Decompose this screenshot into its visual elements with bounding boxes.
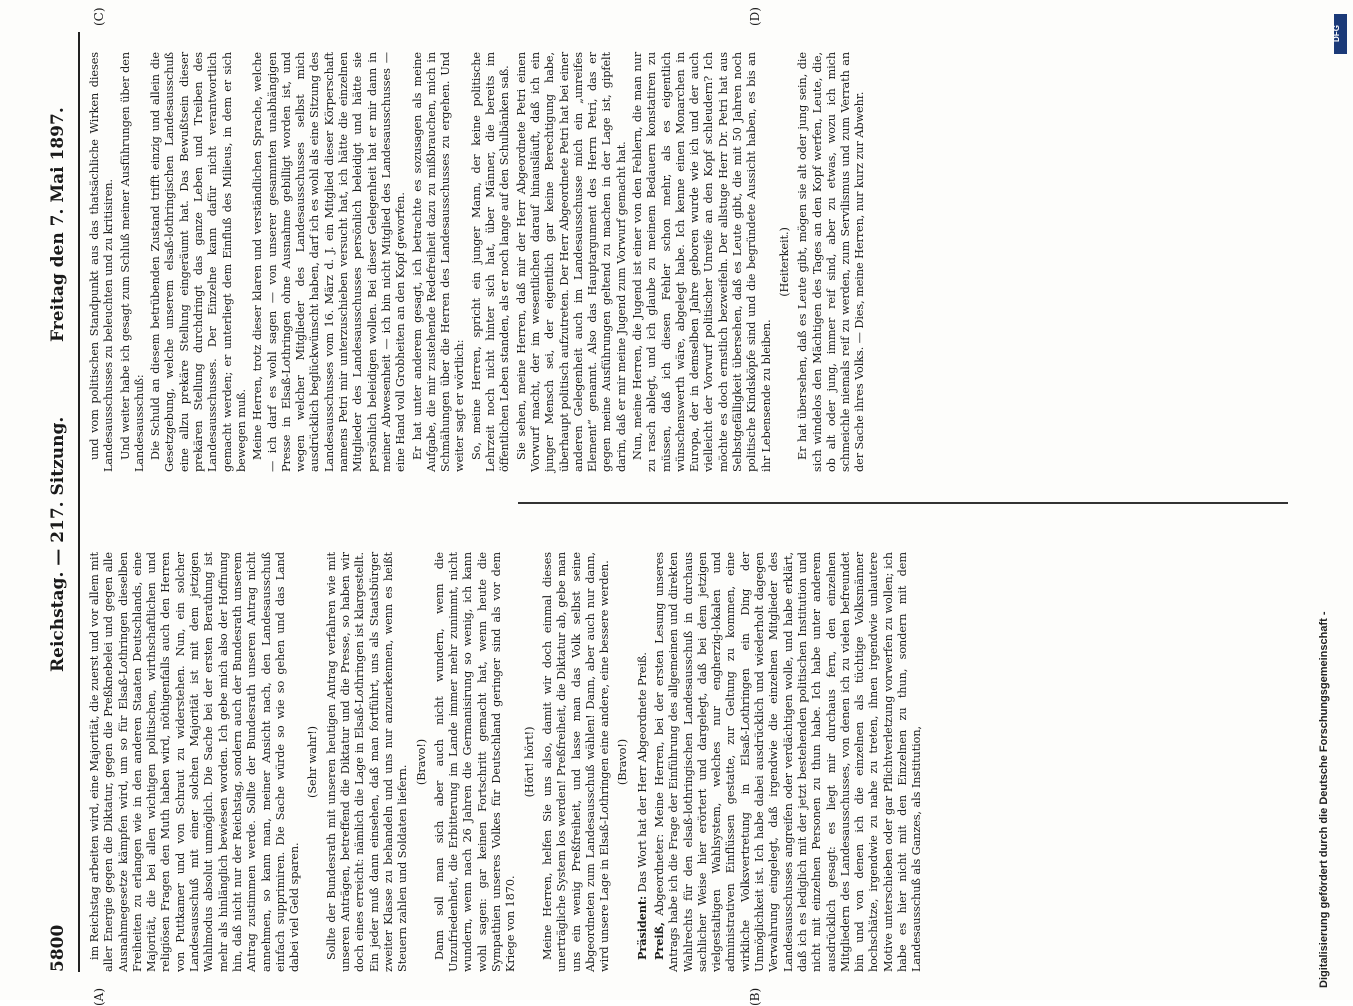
- credit-text: Digitalisierung gefördert durch die Deutsche Forschungsgemeinschaft -: [1318, 611, 1330, 988]
- margin-marker-d: (D): [748, 7, 762, 26]
- page-number: 5800: [48, 924, 68, 972]
- column-rule: [518, 503, 1288, 505]
- interjection: (Heiterkeit.): [777, 227, 791, 297]
- paragraph: Meine Herren, trotz dieser klaren und verständlichen Sprache, welche — ich darf es wohl sagen — von unserer gesammten unabhängigen Presse in Elsaß-Lothringen ohne Ausnahme gebilligt worden ist, und wegen welcher Mitglieder des Landesausschusses selbst mich ausdrücklich beglückwünscht haben, darf ich es wohl als eine Sitzung des Landesausschusses vom 16. März d. J. ein Mitglied dieser Körperschaft namens Petri mir unterzuschieben versucht hat, ich hätte die einzelnen Mitglieder des Landesausschusses persönlich beleidigt und hätte sie persönlich beleidigen wollen. Bei dieser Gelegenheit hat er mir dann in meiner Abwesenheit — ich bin nicht Mitglied des Landesausschusses — eine Hand voll Grobheiten an den Kopf geworfen.: [251, 52, 408, 472]
- dfg-logo: [1331, 14, 1347, 54]
- interjection: (Bravo!): [414, 738, 428, 786]
- paragraph: und vom politischen Standpunkt aus das thatsächliche Wirken dieses Landesausschusses zu beleuchten und zu kritisiren.: [88, 52, 116, 472]
- digitization-credit: [1318, 8, 1348, 992]
- paragraph: So, meine Herren, spricht ein junger Mann, der keine politische Lehrzeit noch nicht hinter sich hat, über Männer, die bereits im öffentlichen Leben standen, als er noch lange auf den Schulbänken saß.: [469, 52, 512, 472]
- speaker-name: Präsident:: [634, 895, 649, 960]
- header-rule: [78, 32, 80, 972]
- interjection: (Sehr wahr!): [306, 726, 320, 798]
- paragraph: Die Schuld an diesem betrübenden Zustand trifft einzig und allein die Gesetzgebung, welche unserem elsaß-lothringischen Landesausschuß eine allzu prekäre Stellung eingeräumt hat. Das Bewußtsein dieser prekären Stellung durchdringt das ganze Leben und Treiben des Landesausschusses. Der Einzelne kann dafür nicht verantwortlich gemacht werden; er unterliegt dem Einfluß des Milieus, in dem er sich bewegen muß.: [149, 52, 248, 472]
- paragraph: Sollte der Bundesrath mit unseren heutigen Antrag verfahren wie mit unseren Anträgen, betreffend die Diktatur und die Presse, so haben wir doch eines erreicht: nämlich die Lage in Elsaß-Lothringen ist klargestellt. Ein jeder muß dann einsehen, daß man fortführt, uns als Staatsbürger zweiter Klasse zu behandeln und uns nur anzuerkennen, wenn es heißt Steuern zahlen und Soldaten liefern.: [324, 552, 410, 972]
- right-column: [88, 52, 870, 472]
- page-date: Freitag den 7. Mai 1897.: [48, 107, 68, 342]
- speech-text: Das Wort hat der Herr Abgeordnete Preiß.: [635, 652, 649, 893]
- margin-marker-c: (C): [92, 7, 106, 26]
- paragraph: Nun, meine Herren, die Jugend ist einer von den Fehlern, die man nur zu rasch ablegt, und ich glaube zu meinem Bedauern konstatiren zu müssen, daß ich diesen Fehler schon mehr, als es eigentlich wünschenswerth wäre, abgelegt habe. Ich kenne einen Monarchen in Europa, der in demselben Jahre geboren wurde wie ich und der auch vielleicht der Vorwurf politischer Unreife an den Kopf schleudern? Ich möchte es doch ernstlich bezweifeln. Der allstuge Herr Dr. Petri hat aus Selbstgefälligkeit übersehen, daß es Leute gibt, die mit 50 Jahren noch politische Kindsköpfe sind und die begründete Aussicht haben, es bis an ihr Lebensende zu bleiben.: [630, 52, 773, 472]
- rotated-page: [48, 7, 1288, 1006]
- interjection: (Hört! hört!): [522, 726, 536, 798]
- interjection: (Bravo!): [616, 738, 630, 786]
- speaker-name: Preiß,: [651, 922, 666, 960]
- paragraph: Meine Herren, helfen Sie uns also, damit wir doch einmal dieses unerträgliche System los werden! Preßfreiheit, die Diktatur ab, gebe man uns ein wenig Preßfreiheit, und lasse man das Volk selbst seine Abgeordneten zum Landesausschuß wählen! Dann, aber auch nur dann, wird unsere Lage in Elsaß-Lothringen eine andere, eine bessere werden.: [540, 552, 612, 972]
- speaker-paragraph: [652, 552, 925, 972]
- paragraph: Er hat unter anderem gesagt, ich betrachte es sozusagen als meine Aufgabe, die mir zustehende Redefreiheit dazu zu mißbrauchen, mich in Schmähungen über die Herren des Landesausschusses zu ergehen. Und weiter sagt er wörtlich:: [410, 52, 467, 472]
- speaker-paragraph: [635, 552, 650, 972]
- paragraph: Er hat übersehen, daß es Leute gibt, mögen sie alt oder jung sein, die sich windelos den Mächtigen des Tages an den Kopf werfen, Leute, die, ob alt oder jung, immer reif sind, aber zu etwas, wozu ich mich schmeichle niemals reif zu werden, zum Servilismus und zum Verrath an der Sache ihres Volks. — Dies, meine Herren, nur kurz zur Abwehr.: [796, 52, 867, 472]
- page-header: [48, 32, 76, 972]
- logo-text: DFG: [1331, 25, 1341, 42]
- margin-marker-a: (A): [92, 987, 106, 1006]
- paragraph: Dann soll man sich aber auch nicht wundern, wenn die Unzufriedenheit, die Erbitterung im Lande immer mehr zunimmt, nicht wundern, wenn nach 26 Jahren die Germanisirung so wenig, ich kann wohl sagen: gar keinen Fortschritt gemacht hat, wenn heute die Sympathien unseres Volkes für Deutschland geringer sind als vor dem Kriege von 1870.: [432, 552, 518, 972]
- margin-marker-b: (B): [748, 987, 762, 1006]
- paragraph: Sie sehen, meine Herren, daß mir der Herr Abgeordnete Petri einen Vorwurf macht, der im wesentlichen darauf hinausläuft, daß ich ein junger Mensch sei, der eigentlich gar keine Berechtigung habe, überhaupt politisch aufzutreten. Der Herr Abgeordnete Petri hat bei einer anderen Gelegenheit auch im Landesausschusse mich ein „unreifes Element“ genannt. Also das Hauptargument des Herrn Petri, das er gegen meine Ausführungen geltend zu machen in der Lage ist, gipfelt darin, daß er mir meine Jugend zum Vorwurf gemacht hat.: [514, 52, 628, 472]
- paragraph: im Reichstag arbeiten wird, eine Majorität, die zuerst und vor allem mit aller Energie gegen die Diktatur, gegen die Preßknebelei und gegen alle Ausnahmegesetze kämpfen wird, um so für Elsaß-Lothringen dieselben Freiheiten zu erlangen wie in den anderen Staaten Deutschlands, eine Majorität, die bei allen wichtigen politischen, wirthschaftlichen und religiösen Fragen den Muth haben wird, nöthigenfalls auch den Herren von Puttkamer und von Schraut zu widerstehen. Nun, ein solcher Landesausschuß mit einer solchen Majorität ist mit dem jetzigen Wahlmodus absolut unmöglich. Die Sache bei der ersten Berathung ist mehr als hinlänglich bewiesen worden. Ich gebe mich also der Hoffnung hin, daß nicht nur der Reichstag, sondern auch der Bundesrath unserem Antrag zustimmen werde. Sollte der Bundesrath unseren Antrag nicht annehmen, so kann man, meiner Ansicht nach, den Landesausschuß einfach supprimiren. Die Sache würde so wie so gehen und das Land dabei viel Geld sparen.: [88, 552, 302, 972]
- page-title: Reichstag. — 217. Sitzung.: [48, 416, 68, 672]
- left-column: [88, 552, 927, 972]
- speech-text: Abgeordneter: Meine Herren, bei der ersten Lesung unseres Antrags habe ich die Frage der Einführung des allgemeinen und direkten Wahlrechts für den elsaß-lothringischen Landesausschuß in durchaus sachlicher Weise hier erörtert und dargelegt, daß bei dem jetzigen vielgestaltigen Wahlsystem, welches nur engherzig-lokalen und administrativen Einflüssen gestatte, zur Geltung zu kommen, eine wirkliche Volksvertretung in Elsaß-Lothringen ein Ding der Unmöglichkeit ist. Ich habe dabei ausdrücklich und wiederholt dagegen Verwahrung eingelegt, daß irgendwie die einzelnen Mitglieder des Landesausschusses angreifen oder verdächtigen wolle, und habe erklärt, daß ich es lediglich mit der jetzt bestehenden politischen Institution und nicht mit einzelnen Personen zu thun habe. Ich habe unter anderem ausdrücklich gesagt: es liegt mir durchaus fern, den einzelnen Mitgliedern des Landesausschusses, von denen ich zu vielen befreundet bin und von denen ich die einzelnen als tüchtige Volksmänner hochschätze, irgendwie zu nahe zu treten, ihnen irgendwie unlautere Motive unterschieben oder gar Pflichtverletzung vorwerfen zu wollen; ich habe es hier nicht mit den Einzelnen zu thun, sondern mit dem Landesausschuß als Ganzes, als Institution,: [652, 551, 924, 972]
- paragraph: Und weiter habe ich gesagt zum Schluß meiner Ausführungen über den Landesausschuß:: [118, 52, 146, 472]
